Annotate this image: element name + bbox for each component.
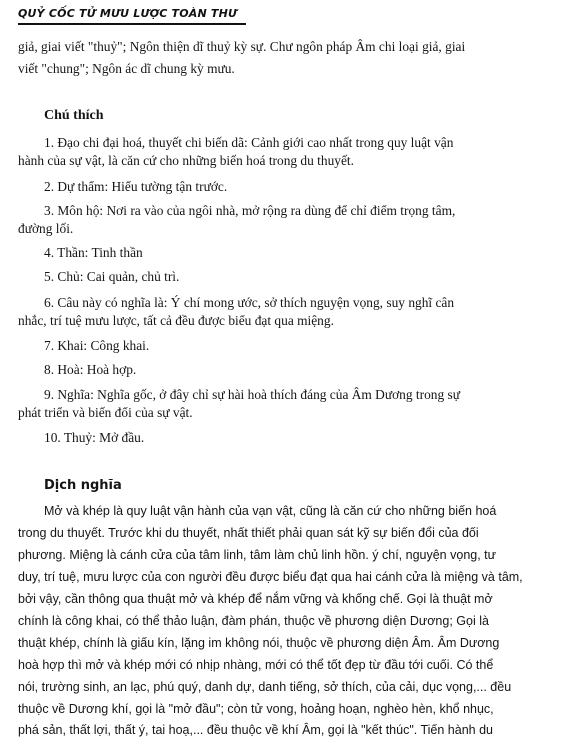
note-line: phát triển và biến đổi của sự vật. xyxy=(18,405,193,420)
translation-line: bởi vậy, cần thông qua thuật mở và khép để nắm vững và khống chế. Gọi là thuật mở xyxy=(18,592,493,606)
notes-heading: Chú thích xyxy=(44,108,104,123)
book-title: QUỶ CỐC TỬ MƯU LƯỢC TOÀN THƯ xyxy=(18,7,238,20)
header-underline xyxy=(18,23,246,25)
translation-line: phá sản, thất lợi, thất ý, tai hoạ,... đều thuộc về khí Âm, gọi là "kết thúc". Tiến hành du xyxy=(18,723,493,737)
translation-line: chính là công khai, có thể thảo luận, đàm phán, thuộc về phương diện Dương; Gọi là xyxy=(18,614,489,628)
translation-line: trong du thuyết. Trước khi du thuyết, nhất thiết phải quan sát kỹ sự biến đổi của đối xyxy=(18,526,479,540)
note-line: hành của sự vật, là căn cứ cho những biến hoá trong du thuyết. xyxy=(18,153,354,168)
note-line: đường lối. xyxy=(18,221,74,236)
translation-line: thuật khép, chính là giấu kín, lặng im không nói, thuộc về phương diện Âm. Âm Dương xyxy=(18,636,500,650)
note-line: 2. Dự thẩm: Hiểu tường tận trước. xyxy=(44,179,228,194)
text-line: giả, giai viết "thuỷ"; Ngôn thiện dĩ thuỷ kỳ sự. Chư ngôn pháp Âm chi loại giả, giai xyxy=(18,39,466,54)
translation-line: duy, trí tuệ, mưu lược của con người đều được biểu đạt qua hai cánh cửa là miệng và tâm, xyxy=(18,570,523,584)
note-line: 8. Hoà: Hoà hợp. xyxy=(44,362,137,377)
note-line: 5. Chủ: Cai quản, chủ trì. xyxy=(44,269,180,284)
note-line: 7. Khai: Công khai. xyxy=(44,338,150,353)
note-line: 10. Thuỷ: Mở đầu. xyxy=(44,430,145,445)
note-line: 3. Môn hộ: Nơi ra vào của ngôi nhà, mở rộng ra dùng để chỉ điểm trọng tâm, xyxy=(44,203,456,218)
translation-line: phương. Miệng là cánh cửa của tâm linh, tâm làm chủ linh hồn. ý chí, nguyện vọng, tư xyxy=(18,548,497,562)
translation-line: Mở và khép là quy luật vận hành của vạn vật, cũng là căn cứ cho những biến hoá xyxy=(44,504,497,518)
note-line: 9. Nghĩa: Nghĩa gốc, ở đây chỉ sự hài hoà thích đáng của Âm Dương trong sự xyxy=(44,387,460,402)
translation-line: thuộc về Dương khí, gọi là "mở đầu"; còn tử vong, hoảng hoạn, nghèo hèn, khổ nhục, xyxy=(18,702,494,716)
text-line: viết "chung"; Ngôn ác dĩ chung kỳ mưu. xyxy=(18,61,235,76)
translation-line: nói, trường sinh, an lạc, phú quý, danh dự, danh tiếng, sở thích, của cải, dục vọng,... đều xyxy=(18,680,512,694)
translation-heading: Dịch nghĩa xyxy=(44,478,122,493)
note-line: 4. Thần: Tinh thần xyxy=(44,245,143,260)
note-line: 1. Đạo chi đại hoá, thuyết chi biến dã: Cảnh giới cao nhất trong quy luật vận xyxy=(44,135,454,150)
translation-line: hoà hợp thì mở và khép mới có nhịp nhàng, mới có thể tốt đẹp từ đầu tới cuối. Có thể xyxy=(18,658,494,672)
running-header xyxy=(18,7,237,20)
note-line: 6. Câu này có nghĩa là: Ý chí mong ước, sở thích nguyện vọng, suy nghĩ cân xyxy=(44,295,455,310)
note-line: nhắc, trí tuệ mưu lược, tất cả đều được biểu đạt qua miệng. xyxy=(18,313,334,328)
